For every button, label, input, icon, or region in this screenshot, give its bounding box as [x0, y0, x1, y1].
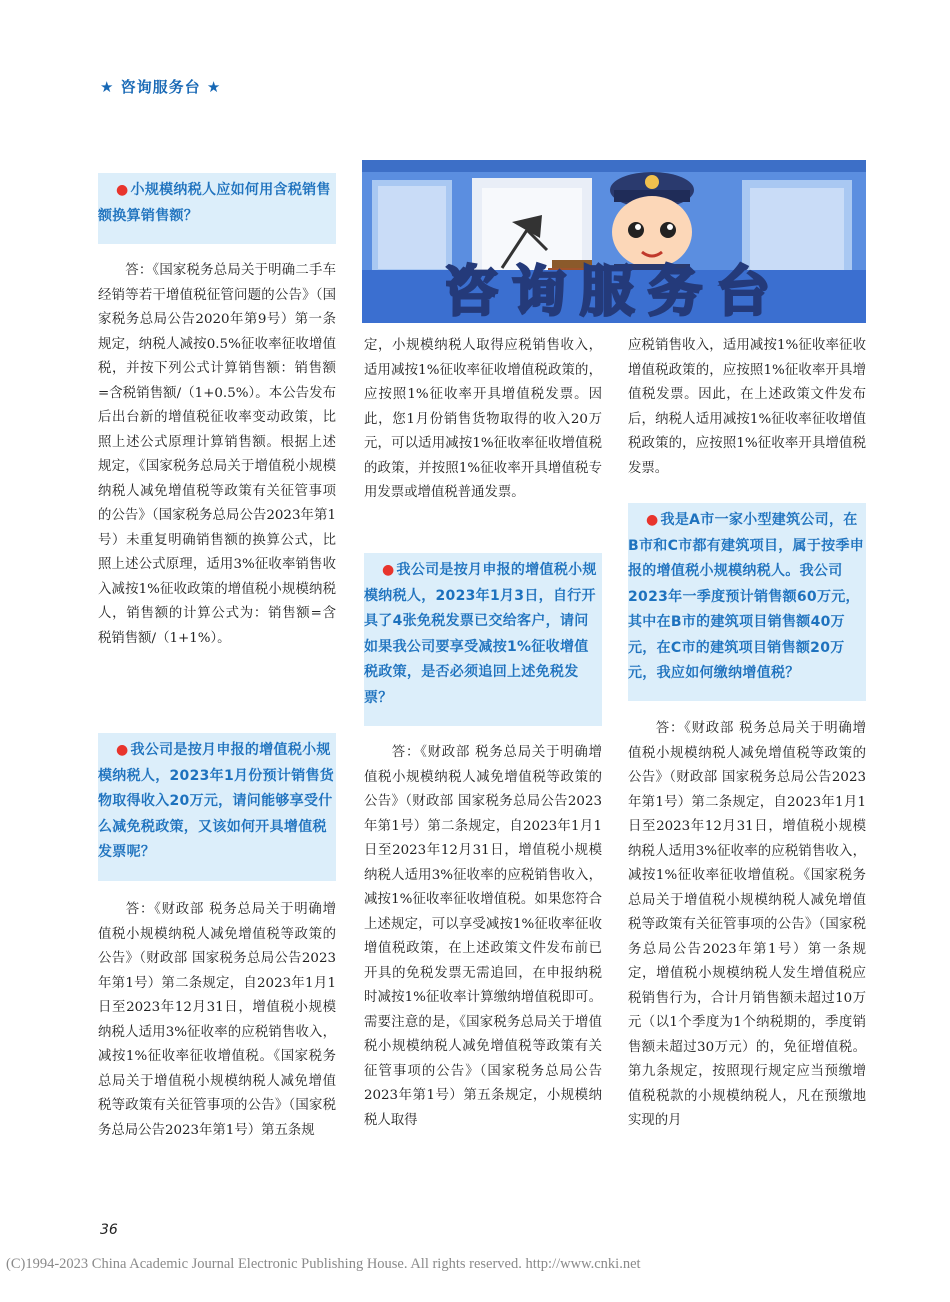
answer-paragraph: 答：《财政部 税务总局关于明确增值税小规模纳税人减免增值税等政策的公告》（财政部 国家税务总局公告2023年第1号）第二条规定，自2023年1月1日至2023年12月31日，增值税小规模纳税人适用3%征收率的应税销售收入，减按1%征收率征收增值税。《国家税务总局关于增值税小规模纳税人减免增值税等政策有关征管事项的公告》（国家税务总局公告2023年第1号）第一条规定，增值税小规模纳税人发生增值税应税销售行为，合计月销售额未超过10万元（以1个季度为1个纳税期的，季度销售额未超过30万元）的，免征增值税。第九条规定，按照现行规定应当预缴增值税税款的小规模纳税人，凡在预缴地实现的月 — [628, 721, 866, 1128]
consulting-banner — [362, 160, 866, 323]
copyright-footer: (C)1994-2023 China Academic Journal Electronic Publishing House. All rights reserved. http://www.cnki.net — [6, 1256, 641, 1272]
banner-text: 咨询服务台 — [444, 260, 784, 323]
banner-illustration — [362, 160, 866, 323]
answer-paragraph: 答：《财政部 税务总局关于明确增值税小规模纳税人减免增值税等政策的公告》（财政部 国家税务总局公告2023年第1号）第二条规定，自2023年1月1日至2023年12月31日，增值税小规模纳税人适用3%征收率的应税销售收入，减按1%征收率征收增值税。如果您符合上述规定，可以享受减按1%征收率征收增值税政策，在上述政策文件发布前已开具的免税发票无需追回，在申报纳税时减按1%征收率计算缴纳增值税即可。需要注意的是，《国家税务总局关于增值税小规模纳税人减免增值税等政策有关征管事项的公告》（国家税务总局公告2023年第1号）第五条规定，小规模纳税人取得 — [364, 745, 602, 1128]
page-number: 36 — [100, 1222, 118, 1238]
answer-paragraph: 应税销售收入，适用减按1%征收率征收增值税政策的，应按照1%征收率开具增值税发票。因此，在上述政策文件发布后，纳税人适用减按1%征收率征收增值税政策的，应按照1%征收率开具增值税发票。 — [628, 338, 866, 476]
answer-paragraph: 定，小规模纳税人取得应税销售收入，适用减按1%征收率征收增值税政策的，应按照1%征收率开具增值税发票。因此，您1月份销售货物取得的收入20万元，可以适用减按1%征收率征收增值税的政策，并按照1%征收率开具增值税专用发票或增值税普通发票。 — [364, 338, 602, 500]
bullet-icon: ● — [116, 182, 129, 198]
question-box — [98, 733, 336, 881]
question-text: 我公司是按月申报的增值税小规模纳税人，2023年1月份预计销售货物取得收入20万元，请问能够享受什么减免税政策，又该如何开具增值税发票呢？ — [98, 742, 335, 860]
question-box — [628, 503, 866, 701]
bullet-icon: ● — [116, 742, 129, 758]
answer-paragraph: 答：《财政部 税务总局关于明确增值税小规模纳税人减免增值税等政策的公告》（财政部 国家税务总局公告2023年第1号）第二条规定，自2023年1月1日至2023年12月31日，增值税小规模纳税人适用3%征收率的应税销售收入，减按1%征收率征收增值税。《国家税务总局关于增值税小规模纳税人减免增值税等政策有关征管事项的公告》（国家税务总局公告2023年第1号）第五条规 — [98, 902, 336, 1138]
question-text: 我是A市一家小型建筑公司，在B市和C市都有建筑项目，属于按季申报的增值税小规模纳税人。我公司2023年一季度预计销售额60万元，其中在B市的建筑项目销售额40万元，在C市的建筑项目销售额20万元，我应如何缴纳增值税？ — [628, 512, 865, 681]
section-title: ★ 咨询服务台 ★ — [100, 78, 222, 96]
question-text: 我公司是按月申报的增值税小规模纳税人，2023年1月3日，自行开具了4张免税发票已交给客户，请问如果我公司要享受减按1%征收增值税政策，是否必须追回上述免税发票？ — [364, 562, 597, 706]
answer-paragraph: 答：《国家税务总局关于明确二手车经销等若干增值税征管问题的公告》（国家税务总局公告2020年第9号）第一条规定，纳税人减按0.5%征收率征收增值税，并按下列公式计算销售额：销售额=含税销售额/（1+0.5%）。本公告发布后出台新的增值税征收率变动政策，比照上述公式原理计算销售额。根据上述规定，《国家税务总局关于增值税小规模纳税人减免增值税等政策有关征管事项的公告》（国家税务总局公告2023年第1号）未重复明确销售额的换算公式，比照上述公式原理，适用3%征收率销售收入减按1%征收政策的增值税小规模纳税人，销售额的计算公式为：销售额=含税销售额/（1+1%）。 — [98, 263, 336, 646]
question-text: 小规模纳税人应如何用含税销售额换算销售额？ — [98, 182, 331, 224]
bullet-icon: ● — [646, 512, 659, 528]
question-box — [364, 553, 602, 726]
bullet-icon: ● — [382, 562, 395, 578]
question-box — [98, 173, 336, 244]
